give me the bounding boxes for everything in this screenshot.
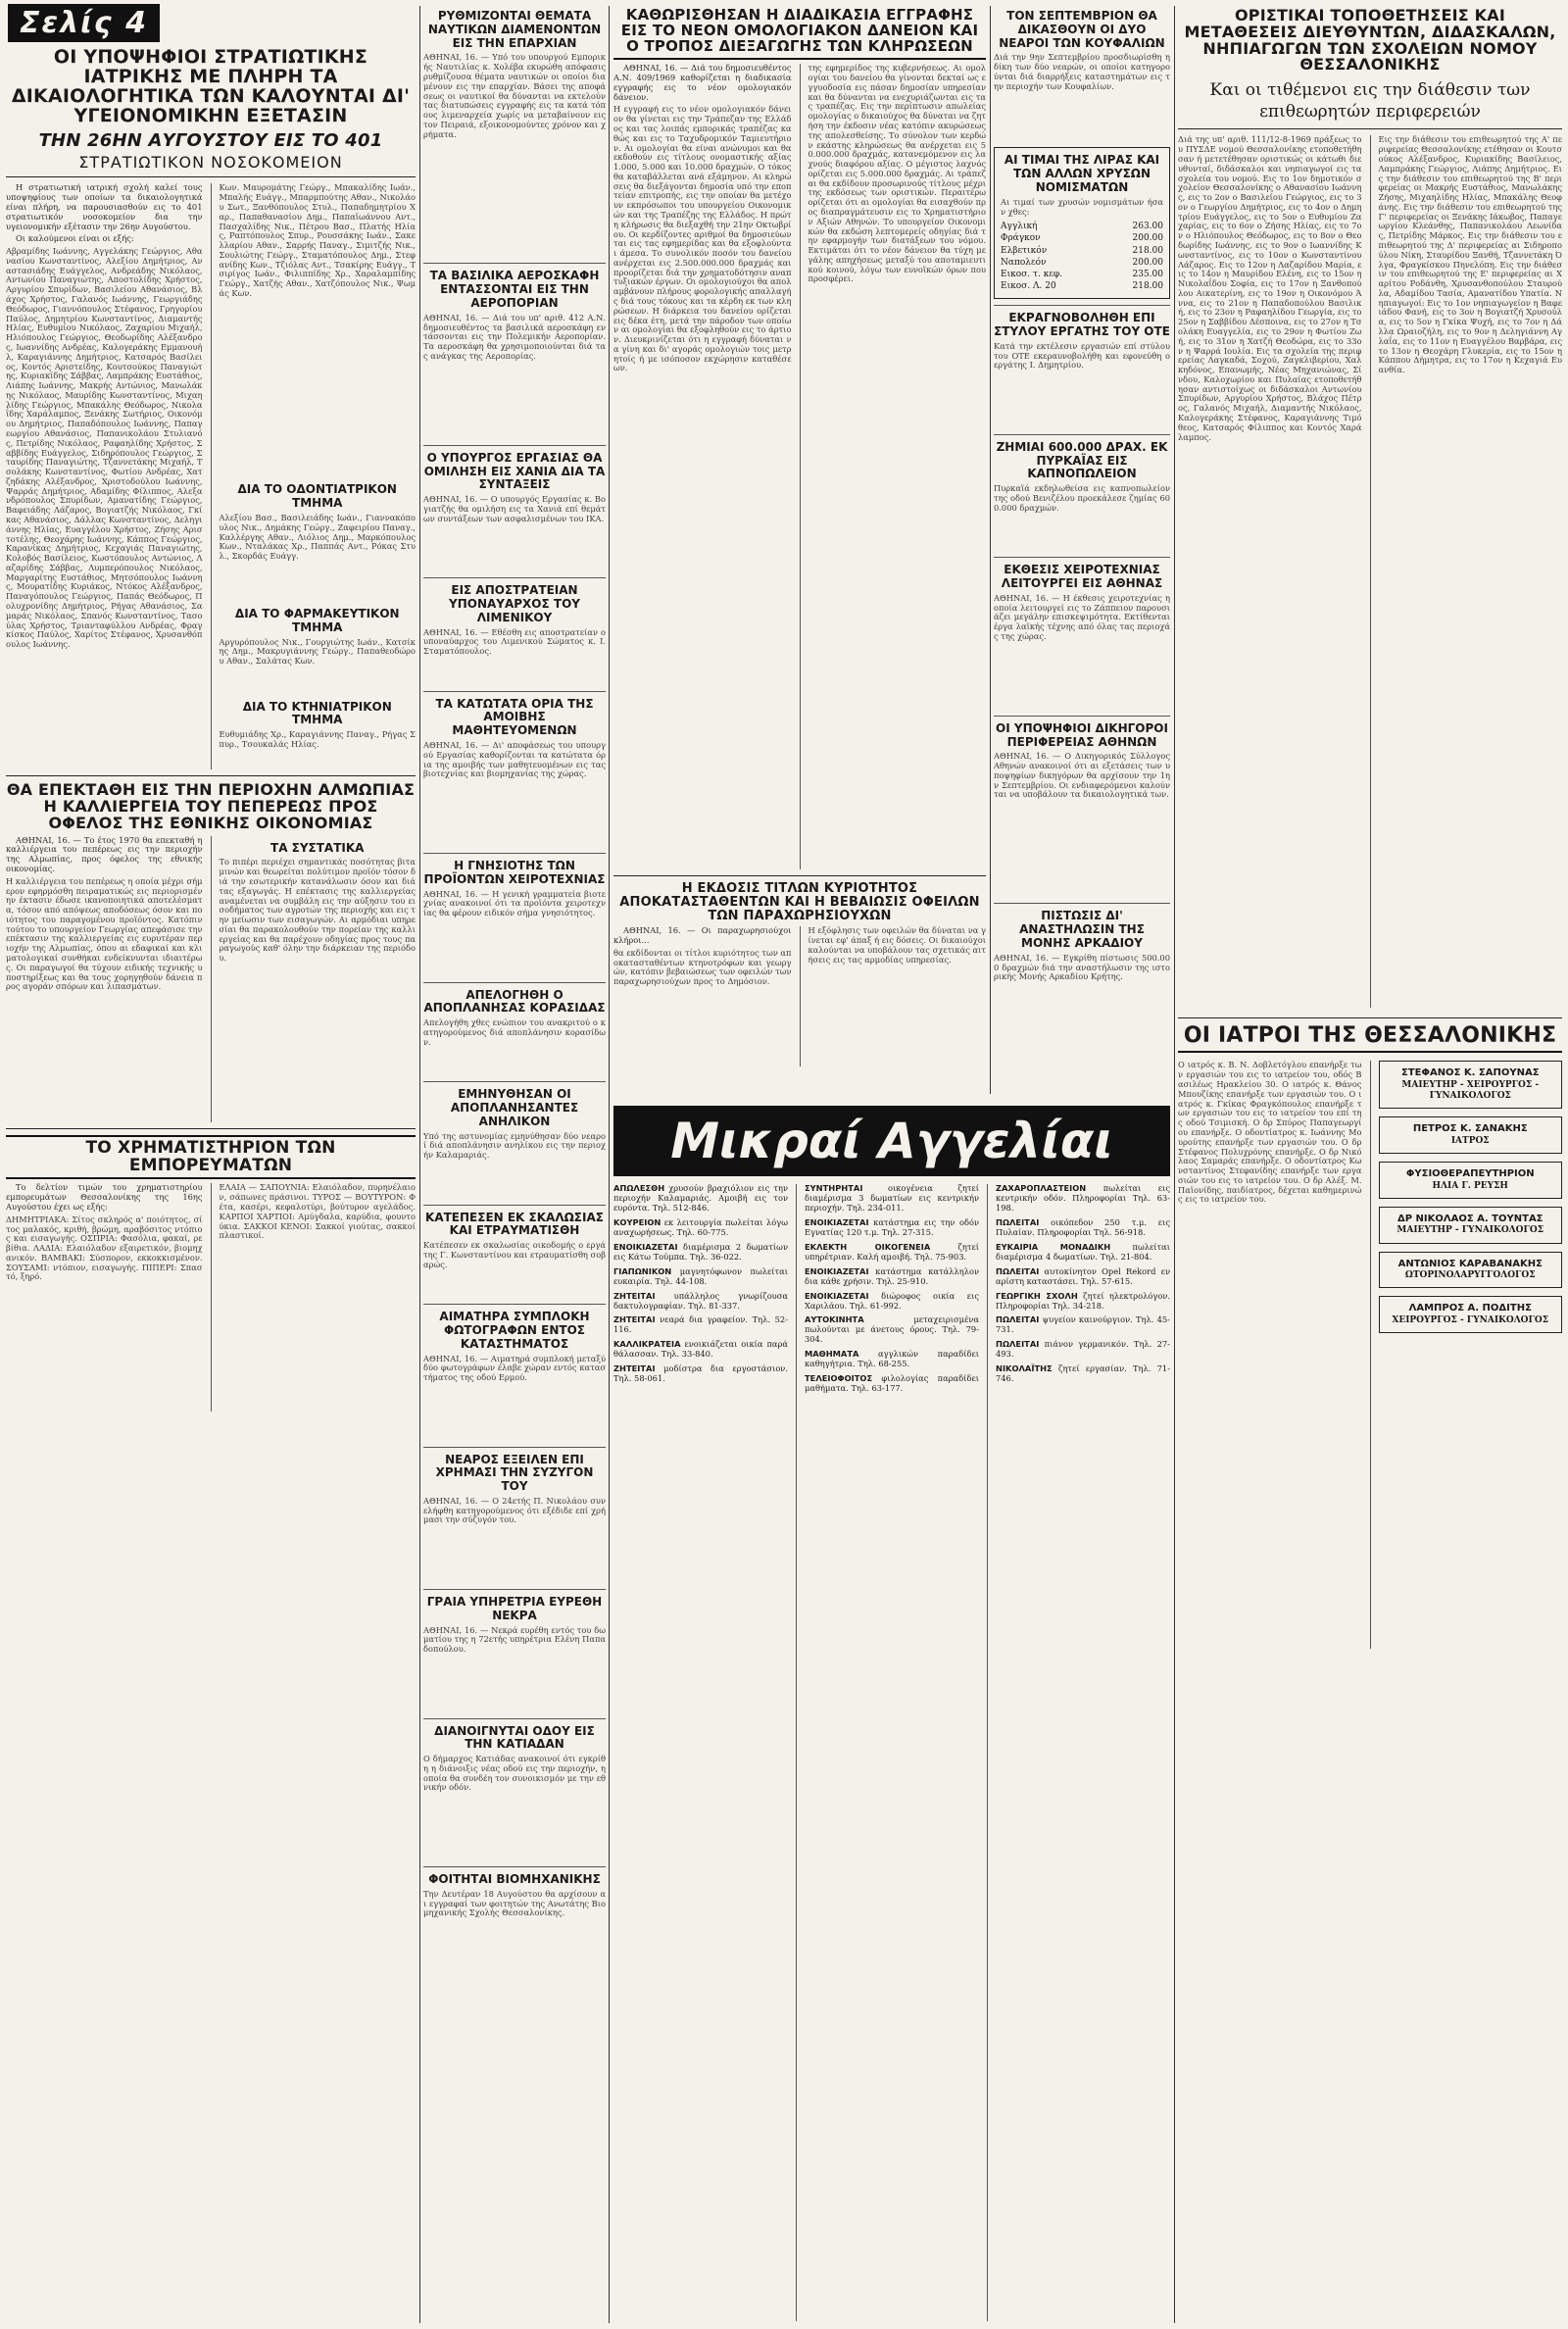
classified-ad-keyword: ΕΝΟΙΚΙΑΖΕΤΑΙ [613,1241,678,1252]
col1-article2-lead: ΑΘΗΝΑΙ, 16. — Το έτος 1970 θα επεκταθή η καλλιέργεια του πεπέρεως εις την περιοχήν της Αλμωπίας, προς όφελος της εθνικής οικονομίας. [6,834,203,873]
doctor-role: ΙΑΤΡΟΣ [1450,1135,1490,1146]
col1-article3-headline: ΤΟ ΧΡΗΜΑΤΙΣΤΗΡΙΟΝ ΤΩΝ ΕΜΠΟΡΕΥΜΑΤΩΝ [6,1135,416,1180]
col4-body-1: Διά την 9ην Σεπτεμβρίου προσδιωρίσθη η δίκη των δύο νεαρών, οι οποίοι κατηγορούνται διά διαρρήξεις καταστημάτων εις την περιοχήν των Κουφαλίων. [994,52,1170,91]
gold-price-row [1001,280,1163,292]
classified-ad [996,1340,1170,1360]
col2-h1: ΡΥΘΜΙΖΟΝΤΑΙ ΘΕΜΑΤΑ ΝΑΥΤΙΚΩΝ ΔΙΑΜΕΝΟΝΤΩΝ ΕΙΣ ΤΗΝ ΕΠΑΡΧΙΑΝ [427,9,602,50]
doctors-title: ΟΙ ΙΑΤΡΟΙ ΤΗΣ ΘΕΣΣΑΛΟΝΙΚΗΣ [1178,1024,1562,1053]
classified-ad-text: κατάστημα εις την οδόν Εγνατίας 120 τ.μ. Τηλ. 27-315. [805,1216,979,1237]
classified-ad [613,1292,788,1312]
column-rule [1370,135,1371,1008]
classified-ad [613,1243,788,1263]
col1-article2-headline: ΘΑ ΕΠΕΚΤΑΘΗ ΕΙΣ ΤΗΝ ΠΕΡΙΟΧΗΝ ΑΛΜΩΠΙΑΣ Η ΚΑΛΛΙΕΡΓΕΙΑ ΤΟΥ ΠΕΠΕΡΕΩΣ ΠΡΟΣ ΟΦΕΛΟΣ ΤΗΣ ΕΘΝΙΚΗΣ ΟΙΚΟΝΟΜΙΑΣ [6,780,416,832]
divider [423,1081,606,1082]
col4-h5: ΕΚΘΕΣΙΣ ΧΕΙΡΟΤΕΧΝΙΑΣ ΛΕΙΤΟΥΡΓΕΙ ΕΙΣ ΑΘΗΝΑΣ [1001,563,1163,590]
classified-ad [613,1267,788,1287]
col2-body-2: ΑΘΗΝΑΙ, 16. — Διά του υπ' αριθ. 412 Α.Ν. δημοσιευθέντος τα βασιλικά αεροσκάφη εντάσσονται εις την Πολεμικήν Αεροπορίαν. Τα αεροσκάφη θα χρησιμοποιούνται διά τας ανάγκας της Αεροπορίας. [423,312,606,361]
classified-ad-keyword: ΝΙΚΟΛΑΪΤΗΣ [996,1363,1053,1374]
divider [423,1205,606,1206]
divider [1178,128,1562,129]
col2-h7: ΑΠΕΛΟΓΗΘΗ Ο ΑΠΟΠΛΑΝΗΣΑΣ ΚΟΡΑΣΙΔΑΣ [423,987,606,1016]
classified-ad-text: διώροφος οικία εις Χαριλάου. Τηλ. 61-992. [805,1290,979,1311]
column-rule [211,183,212,769]
doctor-card [1379,1116,1563,1154]
column-rule [1174,6,1175,2323]
divider [423,1589,606,1590]
classified-ad [805,1374,979,1394]
divider [423,982,606,983]
gold-price-row [1001,245,1163,257]
gold-price-label: Φράγκον [1001,233,1041,244]
column-rule [419,6,420,2323]
classified-ad [805,1350,979,1369]
classified-ad-keyword: ΚΟΥΡΕΙΟΝ [613,1216,662,1227]
classified-ad [996,1292,1170,1312]
gold-price-label: Εικοσ. τ. κεφ. [1001,269,1063,279]
page-number-badge: Σελίς 4 [8,4,160,42]
divider [994,903,1170,904]
classified-ad [805,1243,979,1263]
col2-h9: ΚΑΤΕΠΕΣΕΝ ΕΚ ΣΚΑΛΩΣΙΑΣ ΚΑΙ ΕΤΡΑΥΜΑΤΙΣΘΗ [425,1210,604,1238]
col3-dateline-2: ΑΘΗΝΑΙ, 16. — Οι παραχωρησιούχοι κλήροι... [613,925,792,946]
col2-body-5: ΑΘΗΝΑΙ, 16. — Δι' αποφάσεως του υπουργού Εργασίας καθορίζονται τα κατώτατα όρια της αμοιβής των μαθητευομένων εις τας βιοτεχνίας και βιομηχανίας της χώρας. [423,739,606,779]
col4-h1: ΤΟΝ ΣΕΠΤΕΜΒΡΙΟΝ ΘΑ ΔΙΚΑΣΘΟΥΝ ΟΙ ΔΥΟ ΝΕΑΡΟΙ ΤΩΝ ΚΟΥΦΑΛΙΩΝ [999,9,1165,50]
gold-prices-table [1001,221,1163,292]
col1-names-list-1: Αβραμίδης Ιωάννης, Αγγελάκης Γεώργιος, Αθανασίου Κωνσταντίνος, Αλεξίου Δημήτριος, Αναστασιάδης Ευάγγελος, Ανδρεάδης Νικόλαος, Αντωνίου Παναγιώτης, Αποστολίδης Χρήστος, Αργυρίου Σπυρίδων, Βασιλείου Αθανάσιος, Βλάχος Χρήστος, Γαλανός Ιωάννης, Γεωργιάδης Θεόδωρος, Γιαννόπουλος Στέφανος, Γρηγορίου Παύλος, Δημητρίου Κωνσταντίνος, Διαμαντής Ηλίας, Ευθυμίου Νικόλαος, Ζαχαρίου Μιχαήλ, Ηλιόπουλος Γεώργιος, Θεοδωρίδης Αλέξανδρος, Ιωαννίδης Ανδρέας, Καλογεράκης Εμμανουήλ, Καραγιάννης Δημήτριος, Κατσαρός Βασίλειος, Κοντός Αριστείδης, Κουτσούκος Παναγιώτης, Κυριακίδης Σάββας, Λαμπράκης Ευστάθιος, Λιάπης Ιωάννης, Μακρής Αντώνιος, Μανωλάκης Νικόλαος, Μαυρίδης Κωνσταντίνος, Μιχαηλίδης Γεώργιος, Μπακάλης Θεόδωρος, Νικολαΐδης Χαράλαμπος, Ξενάκης Σωτήριος, Οικονόμου Δημήτριος, Παπαδόπουλος Ιωάννης, Παπαγεωργίου Αθανάσιος, Παπανικολάου Στυλιανός, Πετρίδης Νικόλαος, Ραφαηλίδης Χρήστος, Σαββίδης Ευάγγελος, Σιδηρόπουλος Γεώργιος, Σταυρίδης Παναγιώτης, Τζαννετάκης Μιχαήλ, Τσολάκης Κωνσταντίνος, Φωτίου Ανδρέας, Χατζηδάκης Αλέξανδρος, Χριστοδούλου Ιωάννης, Ψαρράς Δημήτριος, Αδαμίδης Φίλιππος, Αλεξανδρόπουλος Σπυρίδων, Αμανατίδης Γεώργιος, Βαφειάδης Λάζαρος, Βογιατζής Νικόλαος, Γκίκας Αθανάσιος, Δάλλας Κωνσταντίνος, Δεληγιάννης Ηλίας, Ευαγγέλου Χρήστος, Ζήσης Αριστοτέλης, Θεοχάρης Ιωάννης, Κάππος Γεώργιος, Καρανίκας Δημήτριος, Κεχαγιάς Παναγιώτης, Κολοβός Βασίλειος, Κωστόπουλος Αντώνιος, Λαζαρίδης Σάββας, Λυμπερόπουλος Νικόλαος, Μαργαρίτης Ευστάθιος, Μητσόπουλος Ιωάννης, Μουρατίδης Κυριάκος, Ντόκος Αλέξανδρος, Παναγόπουλος Γεώργιος, Παπάς Θεόδωρος, Πολυχρονίδης Δημήτριος, Ρήγας Αθανάσιος, Σαμαράς Νικόλαος, Σπανός Κωνσταντίνος, Τασούλας Χρήστος, Τριανταφύλλου Ανδρέας, Φραγκίσκος Παύλος, Χαρίτος Στέφανος, Χρυσανθόπουλος Ιωάννης. [6,246,203,650]
divider [423,263,606,264]
column-3-top [613,0,986,1098]
gold-price-value: 200.00 [1132,257,1163,268]
col3-body-1: Η εγγραφή εις το νέον ομολογιακόν δάνειον θα γίνεται εις την Τράπεζαν της Ελλάδος και τας λοιπάς εμπορικάς τραπέζας καθώς και εις το Ταχυδρομικόν Ταμιευτήριον. Αι ομολογίαι θα είναι ανώνυμοι και θα εκδοθούν εις τίτλους ονομαστικής αξίας 1.000, 5.000 και 10.000 δραχμών. Ο τόκος θα καταβάλλεται ανά εξάμηνον. Αι κληρώσεις θα διεξάγονται δημοσία υπό την εποπτείαν επιτροπής, εις την οποίαν θα μετέχουν εκπρόσωποι του υπουργείου Οικονομικών και της Τραπέζης της Ελλάδος. Η πρώτη κλήρωσις θα διεξαχθή την 21ην Οκτωβρίου. Οι κερδίζοντες αριθμοί θα δημοσιεύωνται εις τας εφημερίδας και θα εξοφλούνται άμεσα. Το συνολικόν ποσόν του δανείου ανέρχεται εις 2.500.000.000 δραχμάς και προορίζεται διά την χρηματοδότησιν αναπτυξιακών έργων. Οι ομολογιούχοι θα απολαμβάνουν πλήρους φορολογικής απαλλαγής διά τους τόκους και τα κέρδη εκ των κληρώσεων. Η διάρκεια του δανείου ορίζεται εις δέκα έτη, μετά την πάροδον των οποίων αι ομολογίαι θα εξοφληθούν εις το άρτιον. Διευκρινίζεται ότι η εγγραφή δύναται να γίνη και δι' αγοράς ομολογιών τοις μετρητοίς ή με ισόποσον εκχώρησιν καταθέσεων. [613,104,792,373]
classified-ad [613,1218,788,1238]
classified-ad-text: κατάστημα κατάλληλον δια κάθε χρήσιν. Τηλ. 25-910. [805,1265,979,1286]
divider [423,1447,606,1448]
column-rule [800,64,801,869]
classified-ad-keyword: ΠΩΛΕΙΤΑΙ [996,1216,1040,1227]
classified-ad [805,1315,979,1345]
doctor-role: ΜΑΙΕΥΤΗΡ - ΓΥΝΑΙΚΟΛΟΓΟΣ [1396,1225,1544,1236]
classified-ad [996,1243,1170,1263]
classified-ad-keyword: ΕΚΛΕΚΤΗ ΟΙΚΟΓΕΝΕΙΑ [805,1241,931,1252]
classified-ad-text: ζητεί ηλεκτρολόγον. Πληροφορίαι Τηλ. 34-218. [996,1290,1170,1311]
col1-section-head-dental: ΔΙΑ ΤΟ ΟΔΟΝΤΙΑΤΡΙΚΟΝ ΤΜΗΜΑ [237,482,397,511]
classified-ad-keyword: ΓΙΑΠΩΝΙΚΟΝ [613,1265,672,1276]
col4-h3: ΕΚΡΑΓΝΟΒΟΛΗΘΗ ΕΠΙ ΣΤΥΛΟΥ ΕΡΓΑΤΗΣ ΤΟΥ ΟΤΕ [994,311,1170,338]
col4-h6: ΟΙ ΥΠΟΨΗΦΙΟΙ ΔΙΚΗΓΟΡΟΙ ΠΕΡΙΦΕΡΕΙΑΣ ΑΘΗΝΩΝ [996,720,1168,749]
divider [423,853,606,854]
classified-ad-keyword: ΓΕΩΡΓΙΚΗ ΣΧΟΛΗ [996,1290,1078,1301]
classified-ad-text: διαμέρισμα 2 δωματίων εις Κάτω Τούμπα. Τηλ. 36-022. [613,1241,788,1262]
col1-subheadline: ΤΗΝ 26ΗΝ ΑΥΓΟΥΣΤΟΥ ΕΙΣ ΤΟ 401 [38,129,383,151]
divider [423,1304,606,1305]
classified-ad-keyword: ΕΝΟΙΚΙΑΖΕΤΑΙ [805,1265,869,1276]
col2-h2: ΤΑ ΒΑΣΙΛΙΚΑ ΑΕΡΟΣΚΑΦΗ ΕΝΤΑΣΣΟΝΤΑΙ ΕΙΣ ΤΗΝ ΑΕΡΟΠΟΡΙΑΝ [429,269,600,310]
doctor-card [1379,1207,1563,1244]
doctor-role: ΗΛΙΑ Γ. ΡΕΥΣΗ [1432,1180,1508,1191]
gold-price-row [1001,232,1163,244]
col2-h4: ΕΙΣ ΑΠΟΣΤΡΑΤΕΙΑΝ ΥΠΟΝΑΥΑΡΧΟΣ ΤΟΥ ΛΙΜΕΝΙΚΟΥ [449,583,580,624]
classifieds-title: Μικραί Αγγελίαι [670,1113,1113,1169]
col3-body-4: Η εξόφλησις των οφειλών θα δύναται να γίνεται εφ' άπαξ ή εις δόσεις. Οι δικαιούχοι καλούνται να υποβάλουν τας σχετικάς αιτήσεις εις τας αρμοδίας υπηρεσίας. [808,925,986,965]
classified-ad-text: μοδίστρα δια εργοστάσιον. Τηλ. 58-061. [613,1363,788,1384]
col2-body-13: Ο δήμαρχος Κατιάδας ανακοινοί ότι εγκρίθη η διάνοιξις νέας οδού εις την περιοχήν, η οποία θα συνδέη τον συνοικισμόν με την εθνικήν οδόν. [423,1754,606,1793]
col1-names-list-3: Αλεξίου Βασ., Βασιλειάδης Ιωάν., Γιαννακόπουλος Νικ., Δημάκης Γεώργ., Ζαφειρίου Παναγ., Καλλέργης Αθαν., Λιόλιος Δημ., Μαρκόπουλος Κων., Νταλάκας Χρ., Παππάς Αντ., Ρόκας Στυλ., Σκορδάς Ευάγγ. [219,513,416,562]
col1-section-head-pharmacy: ΔΙΑ ΤΟ ΦΑΡΜΑΚΕΥΤΙΚΟΝ ΤΜΗΜΑ [234,607,400,634]
column-rule [1370,1061,1371,1649]
divider [423,577,606,578]
col1-headline: ΟΙ ΥΠΟΨΗΦΙΟΙ ΣΤΡΑΤΙΩΤΙΚΗΣ ΙΑΤΡΙΚΗΣ ΜΕ ΠΛΗΡΗ ΤΑ ΔΙΚΑΙΟΛΟΓΗΤΙΚΑ ΤΩΝ ΚΑΛΟΥΝΤΑΙ ΔΙ' ΥΓΕΙΟΝΟΜΙΚΗΝ ΕΞΕΤΑΣΙΝ [11,46,411,126]
classified-ad-text: εκ λειτουργία πωλείται λόγω αναχωρήσεως. Τηλ. 60-775. [613,1216,788,1237]
doctor-card [1379,1061,1563,1109]
divider [423,691,606,692]
classified-ad-keyword: ΕΝΟΙΚΙΑΖΕΤΑΙ [805,1216,869,1227]
classified-ad [996,1218,1170,1238]
classified-ad [805,1184,979,1214]
column-1 [6,0,416,1412]
classified-ad [613,1315,788,1335]
col2-h3: Ο ΥΠΟΥΡΓΟΣ ΕΡΓΑΣΙΑΣ ΘΑ ΟΜΙΛΗΣΗ ΕΙΣ ΧΑΝΙΑ ΔΙΑ ΤΑ ΣΥΝΤΑΞΕΙΣ [423,450,606,492]
classified-ad-keyword: ΑΠΩΛΕΣΘΗ [613,1184,665,1193]
classified-ad-text: οικογένεια ζητεί διαμέρισμα 3 δωματίων εις κεντρικήν περιοχήν. Τηλ. 234-011. [805,1184,979,1213]
gold-price-row [1001,257,1163,269]
col2-body-12: ΑΘΗΝΑΙ, 16. — Νεκρά ευρέθη εντός του δωματίου της η 72ετής υπηρέτρια Ελένη Παπαδοπούλου. [423,1624,606,1655]
classified-ad [996,1184,1170,1214]
doctors-list [1379,1061,1563,1649]
doctor-name: ΔΡ ΝΙΚΟΛΑΟΣ Α. ΤΟΥΝΤΑΣ [1396,1213,1544,1224]
col1-subheadline-2: ΣΤΡΑΤΙΩΤΙΚΟΝ ΝΟΣΟΚΟΜΕΙΟΝ [78,152,343,172]
col1-article2-body-2: Το πιπέρι περιέχει σημαντικάς ποσότητας βιταμινών και θεωρείται πολύτιμον προϊόν τόσον διά την εσωτερικήν κατανάλωσιν όσον και διά τας εξαγωγάς. Η επέκτασις της καλλιεργείας αναμένεται να συμβάλη εις την αύξησιν του εισοδήματος των αγροτών της περιοχής και εις την μείωσιν των εισαγωγών. Αι αρμόδιαι υπηρεσίαι θα παρακολουθούν την πορείαν της καλλιεργείας και θα παρέχουν οδηγίας προς τους παραγωγούς καθ' όλην την διάρκειαν της περιόδου. [219,857,416,964]
divider [994,716,1170,717]
gold-price-value: 218.00 [1132,245,1163,256]
classified-ad-text: υπάλληλος γνωρίζουσα δακτυλογραφίαν. Τηλ. 81-337. [613,1290,788,1311]
divider [994,434,1170,435]
column-rule [987,1184,988,2321]
gold-price-label: Ελβετικόν [1001,245,1048,256]
col2-body-1: ΑΘΗΝΑΙ, 16. — Υπό του υπουργού Εμπορικής Ναυτιλίας κ. Χολέβα εκυρώθη απόφασις ρυθμίζουσα θέματα ναυτικών οι οποίοι διαμένουν εις την επαρχίαν. Βάσει της αποφάσεως οι ναυτικοί θα δύνανται να εκτελούν τας διατυπώσεις εγγραφής εις τα κατά τόπους λιμεναρχεία χωρίς να μεταβαίνουν εις τον Πειραιά, εξοικονομούντες χρόνον και χρήματα. [423,52,606,139]
col5-list-1: Διά της υπ' αριθ. 111/12-8-1969 πράξεως του ΠΥΣΔΕ νομού Θεσσαλονίκης ετοποθετήθησαν ή μετετέθησαν οριστικώς οι κάτωθι διευθυνταί, διδάσκαλοι και νηπιαγωγοί εις τα σχολεία του νομού. Εις το 1ον δημοτικόν σχολείον Θεσσαλονίκης ο Αθανασίου Ιωάννης, εις το 2ον ο Βασιλείου Γεώργιος, εις το 3ον ο Γεωργίου Δημήτριος, εις το 4ον ο Δημητρίου Ευάγγελος, εις το 5ον ο Ευθυμίου Ζαχαρίας, εις το 6ον ο Ζήσης Ηλίας, εις το 7ον ο Ηλιόπουλος Θεόδωρος, εις το 8ον ο Θεοδωρίδης Ιωάννης, εις το 9ον ο Ιωαννίδης Κωνσταντίνος, εις το 10ον ο Κωνσταντίνου Λάζαρος. Εις το 12ον η Λαζαρίδου Μαρία, εις το 14ον η Μαυρίδου Ελένη, εις το 15ον η Νικολαΐδου Σοφία, εις το 17ον η Ξανθοπούλου Αικατερίνη, εις το 19ον η Οικονόμου Άννα, εις το 21ον η Παπαδοπούλου Βασιλική, εις το 23ον η Ραφαηλίδου Γεωργία, εις το 25ον η Σαββίδου Δέσποινα, εις το 27ον η Τσολάκη Ευαγγελία, εις το 29ον η Φωτίου Ζωή, εις το 31ον η Χατζή Θεοδώρα, εις το 33ον η Ψαρρά Ιουλία. Εις τα σχολεία της περιφερείας Λαγκαδά, Σοχού, Ζαγκλιβερίου, Χαλκηδόνος, Επανωμής, Νέας Μηχανιώνας, Σίνδου, Καλοχωρίου και Πυλαίας ετοποθετήθησαν αντιστοίχως οι διδάσκαλοι Αντωνίου Σπυρίδων, Αργυρίου Χρήστος, Βλάχος Πέτρος, Γαλανός Μιχαήλ, Διαμαντής Νικόλαος, Καλογεράκης Στέφανος, Καραγιάννης Τιμόθεος, Κατσαρός Φίλιππος και Κοντός Χαράλαμπος. [1178,134,1362,442]
gold-price-value: 235.00 [1132,269,1163,279]
divider [6,1128,416,1129]
classified-ad [613,1364,788,1384]
classified-ad [805,1267,979,1287]
gold-prices-box [994,147,1170,299]
col2-body-11: ΑΘΗΝΑΙ, 16. — Ο 24ετής Π. Νικολάου συνελήφθη κατηγορούμενος ότι εξέδιδε επί χρήμασι την σύζυγόν του. [423,1495,606,1525]
col1-article3-lead: Το δελτίον τιμών του χρηματιστηρίου εμπορευμάτων Θεσσαλονίκης της 16ης Αυγούστου έχει ως εξής: [6,1182,203,1212]
col3-dateline: ΑΘΗΝΑΙ, 16. — Διά του δημοσιευθέντος Α.Ν. 409/1969 καθορίζεται η διαδικασία εγγραφής εις το νέον ομολογιακόν δάνειον. [613,63,792,102]
col2-body-3: ΑΘΗΝΑΙ, 16. — Ο υπουργός Εργασίας κ. Βογιατζής θα ομιλήση εις τα Χανιά επί θεμάτων συντάξεων των ασφαλισμένων του ΙΚΑ. [423,494,606,523]
col4-h7: ΠΙΣΤΩΣΙΣ ΔΙ' ΑΝΑΣΤΗΛΩΣΙΝ ΤΗΣ ΜΟΝΗΣ ΑΡΚΑΔΙΟΥ [1019,909,1145,950]
col4-h2: ΑΙ ΤΙΜΑΙ ΤΗΣ ΛΙΡΑΣ ΚΑΙ ΤΩΝ ΑΛΛΩΝ ΧΡΥΣΩΝ ΝΟΜΙΣΜΑΤΩΝ [1004,153,1160,194]
col3-headline-2: Η ΕΚΔΟΣΙΣ ΤΙΤΛΩΝ ΚΥΡΙΟΤΗΤΟΣ ΑΠΟΚΑΤΑΣΤΑΘΕΝΤΩΝ ΚΑΙ Η ΒΕΒΑΙΩΣΙΣ ΟΦΕΙΛΩΝ ΤΩΝ ΠΑΡΑΧΩΡΗΣΙΟΥΧΩΝ [619,881,980,923]
classified-ad-keyword: ΖΗΤΕΙΤΑΙ [613,1290,656,1301]
classified-ad-keyword: ΠΩΛΕΙΤΑΙ [996,1339,1040,1350]
col5-headline: ΟΡΙΣΤΙΚΑΙ ΤΟΠΟΘΕΤΗΣΕΙΣ ΚΑΙ ΜΕΤΑΘΕΣΕΙΣ ΔΙΕΥΘΥΝΤΩΝ, ΔΙΔΑΣΚΑΛΩΝ, ΝΗΠΙΑΓΩΓΩΝ ΤΩΝ ΣΧΟΛΕΙΩΝ ΝΟΜΟΥ ΘΕΣΣΑΛΟΝΙΚΗΣ [1184,6,1556,74]
col2-h10: ΑΙΜΑΤΗΡΑ ΣΥΜΠΛΟΚΗ ΦΩΤΟΓΡΑΦΩΝ ΕΝΤΟΣ ΚΑΤΑΣΤΗΜΑΤΟΣ [439,1310,590,1351]
col5-list-2: Εις την διάθεσιν του επιθεωρητού της Α' περιφερείας Θεσσαλονίκης ετέθησαν οι Κουτσούκος Αλέξανδρος, Κυριακίδης Βασίλειος, Λαμπράκης Γεώργιος, Λιάπης Δημήτριος. Εις την διάθεσιν του επιθεωρητού της Β' περιφερείας οι Μακρής Ευστάθιος, Μανωλάκης Ζήσης, Μιχαηλίδης Ηλίας, Μπακάλης Θεοφάνης. Εις την διάθεσιν του επιθεωρητού της Γ' περιφερείας οι Ξενάκης Ιάκωβος, Παπαγεωργίου Κλεάνθης, Παπανικολάου Λεωνίδας, Πετρίδης Μάρκος. Εις την διάθεσιν του επιθεωρητού της Δ' περιφερείας αι Σιδηροπούλου Νίκη, Σταυρίδου Ξανθή, Τζαννετάκη Όλγα, Φραγκίσκου Πηνελόπη. Εις την διάθεσιν του επιθεωρητού της Ε' περιφερείας αι Χαρίτου Ροδάνθη, Χρυσανθοπούλου Σταυρούλα, Αδαμίδου Τασία, Αμανατίδου Υπατία. Νηπιαγωγοί: Εις το 1ον νηπιαγωγείον η Βαφειάδου Φανή, εις το 3ον η Βογιατζή Χρυσούλα, εις το 5ον η Γκίκα Ψυχή, εις το 7ον η Δάλλα Ωραιοζήλη, εις το 9ον η Δεληγιάννη Αγλαΐα, εις το 11ον η Ευαγγέλου Βαρβάρα, εις το 13ον η Θεοχάρη Γλυκερία, εις το 15ον η Κάππου Δήμητρα, εις το 17ον η Κεχαγιά Ευανθία. [1378,134,1562,375]
col4-h4: ΖΗΜΙΑΙ 600.000 ΔΡΑΧ. ΕΚ ΠΥΡΚΑΪΑΣ ΕΙΣ ΚΑΠΝΟΠΩΛΕΙΟΝ [996,439,1168,481]
col2-body-9: Κατέπεσεν εκ σκαλωσίας οικοδομής ο εργάτης Γ. Κωνσταντίνου και ετραυματίσθη σοβαρώς. [423,1240,606,1269]
classified-ad-keyword: ΚΑΛΛΙΚΡΑΤΕΙΑ [613,1339,681,1350]
divider [994,305,1170,306]
divider [423,445,606,446]
col4-body-5: ΑΘΗΝΑΙ, 16. — Η έκθεσις χειροτεχνίας η οποία λειτουργεί εις το Ζάππειον παρουσιάζει μεγάλην επισκεψιμότητα. Εκτίθενται έργα λαϊκής τέχνης από όλας τας περιοχάς της χώρας. [994,592,1170,641]
column-rule [211,1183,212,1411]
classified-ad-keyword: ΖΗΤΕΙΤΑΙ [613,1314,656,1325]
doctors-notices: Ο ιατρός κ. Β. Ν. Δοβλετόγλου επανήρξε των εργασιών του εις το ιατρείον του, οδός Βασιλέως Ηρακλείου 30. Ο ιατρός κ. Θάνος Μπουζίκης επανήρξε των εργασιών του. Ο ιατρός κ. Γκίκας Φραγκόπουλος επανήρξε των εργασιών του εις το ιατρείον του επί της οδού Τσιμισκή. Ο δρ Σπύρος Παπαγεωργίου επανήρξε. Ο οδοντίατρος κ. Ιωάννης Μουρούτης επανήρξε των εργασιών του. Ο δρ Στέφανος Πολυχρόνης επανήρξε. Ο δρ Νικόλαος Σαμαράς επανήρξε. Ο οδοντίατρος Κωνσταντίνος Στεφανίδης επανήρξε των εργασιών του εις το ιατρείον του. Ο δρ Αλέξ. Μ. Παϊονίδης, παιδίατρος, δέχεται καθημερινώς εις το ιατρείον του. [1178,1060,1362,1205]
column-rule [796,1184,797,2321]
classified-ad [805,1292,979,1312]
doctor-name: ΠΕΤΡΟΣ Κ. ΣΑΝΑΚΗΣ [1412,1123,1528,1135]
col2-h14: ΦΟΙΤΗΤΑΙ ΒΙΟΜΗΧΑΝΙΚΗΣ [428,1872,601,1887]
gold-price-value: 263.00 [1132,222,1163,232]
column-4 [994,0,1170,1098]
col2-body-14: Την Δευτέραν 18 Αυγούστου θα αρχίσουν αι εγγραφαί των φοιτητών της Ανωτάτης Βιομηχανικής Σχολής Θεσσαλονίκης. [423,1888,606,1918]
classifieds-section [613,1184,1170,2321]
column-5 [1178,0,1562,1649]
col1-names-list-2: Κων. Μαυρομάτης Γεώργ., Μπακαλίδης Ιωάν., Μπαλής Ευάγγ., Μπαρμπούτης Αθαν., Νικολάου Σωτ., Ξανθόπουλος Στυλ., Παπαδημητρίου Χαρ., Παπαθανασίου Δημ., Παπαϊωάννου Αντ., Πασχαλίδης Νικ., Πέτρου Βασ., Πλατής Ηλίας, Ραπτόπουλος Σπυρ., Ρουσσάκης Ιωάν., Σακελλαρίου Αθαν., Σαρρής Παναγ., Σιμιτζής Νικ., Σουλιώτης Γεώργ., Σταματόπουλος Δημ., Στεφανίδης Κων., Τζιόλας Αντ., Τσακίρης Ευάγγ., Τσιρίγος Ιωάν., Φιλιππίδης Χρ., Χαραλαμπίδης Γεώργ., Χατζής Αθαν., Χατζόπουλος Νικ., Ψωμάς Κων. [219,182,416,299]
classified-ad-text: πωλείται εις κεντρικήν οδόν. Πληροφορίαι Τηλ. 63-198. [996,1184,1170,1213]
divider [1178,1017,1562,1018]
doctor-name: ΛΑΜΠΡΟΣ Α. ΠΟΔΙΤΗΣ [1408,1303,1532,1314]
col1-section-head-veterinary: ΔΙΑ ΤΟ ΚΤΗΝΙΑΤΡΙΚΟΝ ΤΜΗΜΑ [242,699,392,727]
col4-body-6: ΑΘΗΝΑΙ, 16. — Ο Δικηγορικός Σύλλογος Αθηνών ανακοινοί ότι αι εξετάσεις των υποψηφίων δικηγόρων θα αρχίσουν την 1ην Σεπτεμβρίου. Οι ενδιαφερόμενοι καλούνται να υποβάλουν τα δικαιολογητικά των. [994,751,1170,800]
classified-ad-keyword: ΕΥΚΑΙΡΙΑ ΜΟΝΑΔΙΚΗ [996,1241,1111,1252]
doctor-name: ΣΤΕΦΑΝΟΣ Κ. ΣΑΠΟΥΝΑΣ [1400,1067,1540,1079]
col4-body-7: ΑΘΗΝΑΙ, 16. — Εγκρίθη πίστωσις 500.000 δραχμών διά την αναστήλωσιν της ιστορικής Μονής Αρκαδίου Κρήτης. [994,952,1170,982]
col2-body-10: ΑΘΗΝΑΙ, 16. — Αιματηρά συμπλοκή μεταξύ δύο φωτογράφων έλαβε χώραν εντός καταστήματος της οδού Ερμού. [423,1353,606,1383]
classified-ad-keyword: ΤΕΛΕΙΟΦΟΙΤΟΣ [805,1373,873,1384]
divider [613,875,986,876]
classified-ad-text: ζητεί υπηρέτριαν. Καλή αμοιβή. Τηλ. 75-903. [805,1241,979,1262]
doctor-role: ΧΕΙΡΟΥΡΓΟΣ - ΓΥΝΑΙΚΟΛΟΓΟΣ [1392,1314,1549,1325]
divider [6,775,416,776]
classified-ad-keyword: ΣΥΝΤΗΡΗΤΑΙ [805,1184,863,1193]
col2-h5: ΤΑ ΚΑΤΩΤΑΤΑ ΟΡΙΑ ΤΗΣ ΑΜΟΙΒΗΣ ΜΑΘΗΤΕΥΟΜΕΝΩΝ [435,696,594,738]
classified-ad-text: ενοικιάζεται οικία παρά θάλασσαν. Τηλ. 33-840. [613,1339,788,1360]
col1-article2-body: Η καλλιέργεια του πεπέρεως η οποία μέχρι σήμερον εφηρμόσθη πειραματικώς εις περιορισμένην έκτασιν έδωσε ικανοποιητικά αποτελέσματα, τόσον από απόψεως αποδόσεως όσον και ποιότητος του παραγομένου προϊόντος. Κατόπιν τούτου το υπουργείον Γεωργίας απεφάσισε την επέκτασιν της καλλιεργείας εις ευρυτέραν περιοχήν της Αλμωπίας, όπου αι εδαφικαί και κλιματολογικαί συνθήκαι ενδείκνυνται ιδιαιτέρως. Οι παραγωγοί θα τύχουν ειδικής τεχνικής υποστηρίξεως και θα τους χορηγηθούν δάνεια προς αγοράν σπόρων και λιπασμάτων. [6,875,203,992]
col1-article3-body-2: ΕΛΑΙΑ — ΣΑΠΟΥΝΙΑ: Ελαιόλαδον, πυρηνέλαιον, σάπωνες πράσινοι. ΤΥΡΟΣ — ΒΟΥΤΥΡΟΝ: Φέτα, κασέρι, κεφαλοτύρι, βούτυρον αγελάδος. ΚΑΡΠΟΙ ΧΑΡΤΙΟΙ: Αμύγδαλα, καρύδια, φουντούκια. ΣΑΚΚΟΙ ΚΕΝΟΙ: Σακκοί γιούτας, σακκοί πλαστικοί. [219,1182,416,1241]
col4-body-4: Πυρκαϊά εκδηλωθείσα εις καπνοπωλείον της οδού Βενιζέλου προεκάλεσε ζημίας 600.000 δραχμών. [994,483,1170,513]
gold-intro: Αι τιμαί των χρυσών νομισμάτων ήσαν χθες: [1001,196,1163,217]
col1-lead-paragraph: Η στρατιωτική ιατρική σχολή καλεί τους υποψηφίους των οποίων τα δικαιολογητικά είναι πλήρη, να παρουσιασθούν εις το 401 στρατιωτικόν νοσοκομείον δια την υγειονομικήν εξέτασιν την 26ην Αυγούστου. [6,182,203,231]
classified-ad [996,1364,1170,1384]
classified-ad-keyword: ΜΑΘΗΜΑΤΑ [805,1349,859,1360]
classified-ad-keyword: ΠΩΛΕΙΤΑΙ [996,1265,1040,1276]
gold-price-value: 200.00 [1132,233,1163,244]
classified-ad-text: χρυσούν βραχιόλιον εις την περιοχήν Καλαμαριάς. Αμοιβή εις τον ευρόντα. Τηλ. 512-846. [613,1184,788,1213]
doctor-role: ΩΤΟΡΙΝΟΛΑΡΥΓΓΟΛΟΓΟΣ [1404,1270,1536,1281]
col1-article3-body: ΔΗΜΗΤΡΙΑΚΑ: Σίτος σκληρός α' ποιότητος, σίτος μαλακός, κριθή, βρώμη, αραβόσιτος ντόπιος και εισαγωγής. ΟΣΠΡΙΑ: Φασόλια, φακαί, ρεβίθια. ΛΑΔΙΑ: Ελαιόλαδον εξαιρετικόν, βιομηχανικόν. ΒΑΜΒΑΚΙ: Σύσπορον, εκκοκκισμένον. ΣΟΥΣΑΜΙ: ντόπιον, εισαγωγής. ΠΙΠΕΡΙ: Σπαστό, ξηρό. [6,1214,203,1282]
col3-body-3: θα εκδίδονται οι τίτλοι κυριότητος των αποκατασταθέντων κτηνοτρόφων και γεωργών, κατόπιν βεβαιώσεως των οφειλών των παραχωρησιούχων προς το Δημόσιον. [613,947,792,987]
column-2 [423,0,606,1968]
divider [423,1866,606,1867]
classified-ad [996,1267,1170,1287]
classified-ad-text: νεαρά δια γραφείον. Τηλ. 52-116. [613,1314,788,1335]
classified-ad-text: φιλολογίας παραδίδει μαθήματα. Τηλ. 63-177. [805,1373,979,1394]
gold-price-label: Ναπολεόν [1001,257,1047,268]
column-rule [990,6,991,1094]
column-rule [800,926,801,1066]
col3-headline: ΚΑΘΩΡΙΣΘΗΣΑΝ Η ΔΙΑΔΙΚΑΣΙΑ ΕΓΓΡΑΦΗΣ ΕΙΣ ΤΟ ΝΕΟΝ ΟΜΟΛΟΓΙΑΚΟΝ ΔΑΝΕΙΟΝ ΚΑΙ Ο ΤΡΟΠΟΣ ΔΙΕΞΑΓΩΓΗΣ ΤΩΝ ΚΛΗΡΩΣΕΩΝ [613,8,986,60]
divider [6,176,416,177]
classifieds-column [805,1184,979,2321]
classified-ad-keyword: ΑΥΤΟΚΙΝΗΤΑ [805,1314,864,1325]
classified-ad-text: ζητεί εργασίαν. Τηλ. 71-746. [996,1363,1170,1384]
divider [423,1718,606,1719]
classifieds-banner [613,1106,1170,1176]
doctor-card [1379,1296,1563,1333]
classified-ad [613,1184,788,1214]
gold-price-value: 218.00 [1132,281,1163,292]
classified-ad-text: μαγνητόφωνον πωλείται ευκαιρία. Τηλ. 44-108. [613,1265,788,1286]
col1-intro: Οι καλούμενοι είναι οι εξής: [16,233,134,244]
col1-article2-subhead: ΤΑ ΣΥΣΤΑΤΙΚΑ [270,840,365,855]
col3-body-2: της εφημερίδος της κυβερνήσεως. Αι ομολογίαι του δανείου θα γίνονται δεκταί ως εγγυοδοσία εις πάσαν δημοσίαν υπηρεσίαν και θα δύνανται να ενεχυριάζωνται εις τας τραπέζας. Εις την περίπτωσιν απωλείας ομολογίας ο δικαιούχος θα δύναται να ζητήση την έκδοσιν νέας κατόπιν ακυρώσεως της απολεσθείσης. Το σύνολον των κερδών εκάστης κληρώσεως θα ανέρχεται εις 50.000.000 δραχμάς, κατανεμόμενον εις λαχνούς διαφόρου αξίας. Ο μέγιστος λαχνός ορίζεται εις 5.000.000 δραχμάς. Αι τράπεζαι θα εκδίδουν προσωρινούς τίτλους μέχρι της εκδόσεως των οριστικών. Περαιτέρω ορίζεται ότι αι ομολογίαι θα εισαχθούν προς διαπραγμάτευσιν εις το Χρηματιστήριον Αξιών Αθηνών. Το υπουργείον Οικονομικών θα εκδώση λεπτομερείς οδηγίας διά την εφαρμογήν των διατάξεων του νόμου. Εκτιμάται ότι το νέον δάνειον θα τύχη μεγάλης απηχήσεως μεταξύ του αποταμιευτικού κοινού, λόγω των ευνοϊκών όρων που προσφέρει. [808,63,986,284]
doctor-role: ΜΑΙΕΥΤΗΡ - ΧΕΙΡΟΥΡΓΟΣ - ΓΥΝΑΙΚΟΛΟΓΟΣ [1401,1079,1540,1102]
col2-h11: ΝΕΑΡΟΣ ΕΞΕΙΛΕΝ ΕΠΙ ΧΡΗΜΑΣΙ ΤΗΝ ΣΥΖΥΓΟΝ ΤΟΥ [435,1452,594,1494]
classified-ad-text: αγγλικών παραδίδει καθηγήτρια. Τηλ. 68-255. [805,1349,979,1369]
classified-ad-keyword: ΖΑΧΑΡΟΠΛΑΣΤΕΙΟΝ [996,1184,1087,1193]
doctor-name: ΦΥΣΙΟΘΕΡΑΠΕΥΤΗΡΙΟΝ [1405,1168,1535,1180]
col2-body-8: Υπό της αστυνομίας εμηνύθησαν δύο νεαροί διά αποπλάνησιν ανηλίκου εις την περιοχήν Καλαμαριάς. [423,1130,606,1161]
classified-ad [613,1340,788,1360]
column-rule [211,836,212,1122]
gold-price-row [1001,269,1163,280]
col2-body-7: Απελογήθη χθες ενώπιον του ανακριτού ο κατηγορούμενος διά αποπλάνησιν κορασίδων. [423,1017,606,1047]
column-rule [609,6,610,2323]
classifieds-column [613,1184,788,2321]
col2-body-6: ΑΘΗΝΑΙ, 16. — Η γενική γραμματεία βιοτεχνίας ανακοινοί ότι τα προϊόντα χειροτεχνίας θα φέρουν ειδικόν σήμα γνησιότητος. [423,888,606,918]
classified-ad-text: μεταχειρισμένα πωλούνται με άνετους όρους. Τηλ. 79-304. [805,1314,979,1345]
classified-ad-text: πωλείται διαμέρισμα 4 δωματίων. Τηλ. 21-804. [996,1241,1170,1262]
gold-price-row [1001,221,1163,232]
gold-price-label: Αγγλική [1001,222,1038,232]
col5-subheadline: Και οι τιθέμενοι εις την διάθεσιν των επιθεωρητών περιφερειών [1209,80,1531,123]
classified-ad-keyword: ΖΗΤΕΙΤΑΙ [613,1363,656,1374]
col2-h8: ΕΜΗΝΥΘΗΣΑΝ ΟΙ ΑΠΟΠΛΑΝΗΣΑΝΤΕΣ ΑΝΗΛΙΚΟΝ [450,1087,579,1128]
classified-ad [805,1218,979,1238]
doctor-card [1379,1252,1563,1289]
col2-h12: ΓΡΑΙΑ ΥΠΗΡΕΤΡΙΑ ΕΥΡΕΘΗ ΝΕΚΡΑ [426,1594,603,1622]
col4-body-3: Κατά την εκτέλεσιν εργασιών επί στύλου του ΟΤΕ εκεραυνοβολήθη και εφονεύθη ο εργάτης Ι. Δημητρίου. [994,340,1170,371]
classified-ad-text: αυτοκίνητον Opel Rekord εν αρίστη καταστάσει. Τηλ. 57-615. [996,1265,1170,1286]
classifieds-column [996,1184,1170,2321]
classified-ad-text: ψυγείον καινούργιον. Τηλ. 45-731. [996,1314,1170,1335]
col1-names-list-4: Αργυρόπουλος Νικ., Γουργιώτης Ιωάν., Κατσίκης Δημ., Μακρυγιάννης Γεώργ., Παπαθεοδώρου Αθαν., Σαλάτας Κων. [219,636,416,667]
classified-ad-text: πιάνον γερμανικόν. Τηλ. 27-493. [996,1339,1170,1360]
classified-ad-keyword: ΠΩΛΕΙΤΑΙ [996,1314,1040,1325]
classified-ad-text: οικόπεδον 250 τ.μ. εις Πυλαίαν. Πληροφορίαι Τηλ. 56-918. [996,1216,1170,1237]
col2-h13: ΔΙΑΝΟΙΓΝΥΤΑΙ ΟΔΟΥ ΕΙΣ ΤΗΝ ΚΑΤΙΑΔΑΝ [434,1723,595,1752]
doctor-card [1379,1162,1563,1199]
classified-ad [996,1315,1170,1335]
divider [994,557,1170,558]
gold-price-label: Εικοσ. Λ. 20 [1001,281,1056,292]
classified-ad-keyword: ΕΝΟΙΚΙΑΖΕΤΑΙ [805,1290,869,1301]
col2-body-4: ΑΘΗΝΑΙ, 16. — Εθέσθη εις αποστρατείαν ο υποναύαρχος του Λιμενικού Σώματος κ. Ι. Σταματόπουλος. [423,626,606,657]
doctor-name: ΑΝΤΩΝΙΟΣ ΚΑΡΑΒΑΝΑΚΗΣ [1397,1258,1543,1269]
col2-h6: Η ΓΝΗΣΙΟΤΗΣ ΤΩΝ ΠΡΟΪΟΝΤΩΝ ΧΕΙΡΟΤΕΧΝΙΑΣ [423,858,606,886]
col1-names-list-5: Ευθυμιάδης Χρ., Καραγιάννης Παναγ., Ρήγας Σπυρ., Τσουκαλάς Ηλίας. [219,729,416,749]
